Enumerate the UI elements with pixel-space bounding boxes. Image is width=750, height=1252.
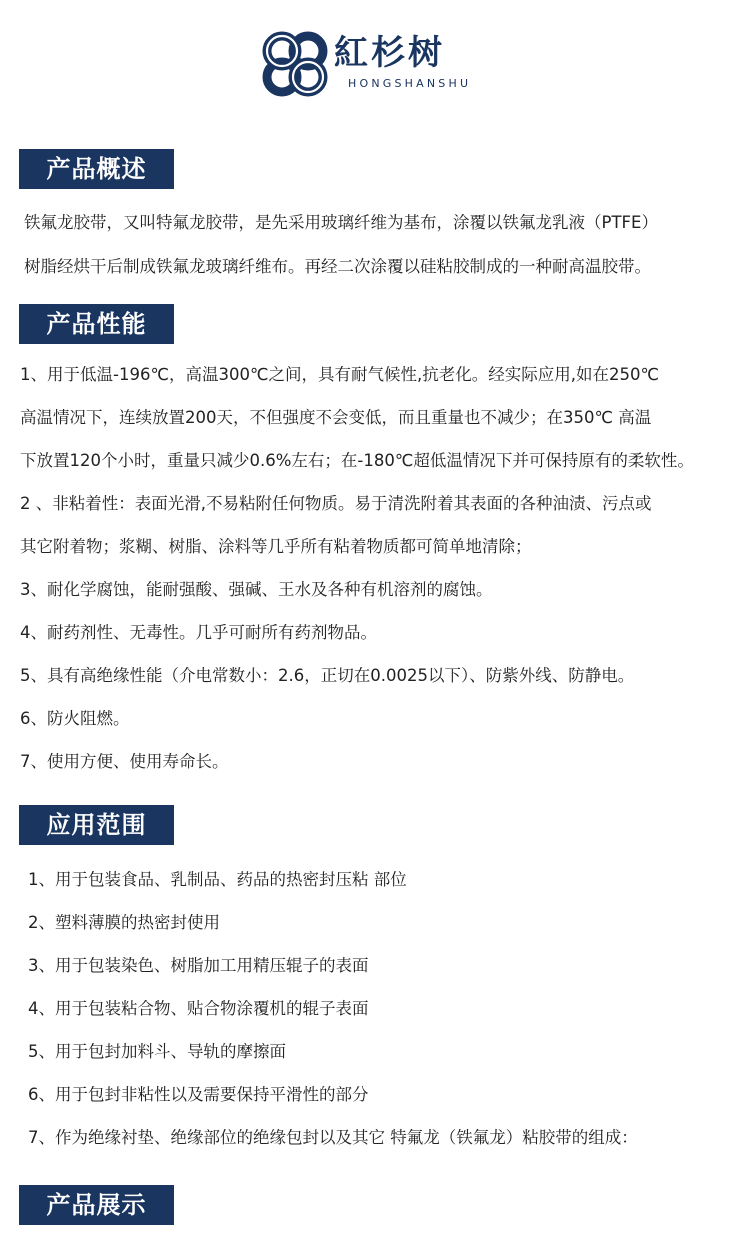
performance-line: 3、耐化学腐蚀，能耐强酸、强碱、王水及各种有机溶剂的腐蚀。: [20, 580, 493, 599]
performance-line: 5、具有高绝缘性能（介电常数小：2.6，正切在0.0025以下）、防紫外线、防静电。: [20, 666, 635, 685]
brand-name-cn: 紅杉树: [334, 33, 445, 73]
application-line: 7、作为绝缘衬垫、绝缘部位的绝缘包封以及其它 特氟龙（铁氟龙）粘胶带的组成：: [28, 1128, 638, 1147]
section-title-showcase: 产品展示: [19, 1185, 174, 1225]
section-title-applications: 应用范围: [19, 805, 174, 845]
performance-line: 4、耐药剂性、无毒性。几乎可耐所有药剂物品。: [20, 623, 377, 642]
application-line: 1、用于包装食品、乳制品、药品的热密封压粘 部位: [28, 870, 407, 889]
application-line: 4、用于包装粘合物、贴合物涂覆机的辊子表面: [28, 999, 369, 1018]
application-line: 2、塑料薄膜的热密封使用: [28, 913, 220, 932]
brand-header: [0, 0, 750, 120]
performance-line: 高温情况下，连续放置200天，不但强度不会变低，而且重量也不减少；在350℃ 高温: [20, 408, 652, 427]
section-title-performance: 产品性能: [19, 304, 174, 344]
application-line: 3、用于包装染色、树脂加工用精压辊子的表面: [28, 956, 369, 975]
overview-line: 树脂经烘干后制成铁氟龙玻璃纤维布。再经二次涂覆以硅粘胶制成的一种耐高温胶带。: [24, 257, 651, 276]
performance-line: 7、使用方便、使用寿命长。: [20, 752, 229, 771]
application-line: 6、用于包封非粘性以及需要保持平滑性的部分: [28, 1085, 369, 1104]
overview-line: 铁氟龙胶带，又叫特氟龙胶带，是先采用玻璃纤维为基布，涂覆以铁氟龙乳液（PTFE）: [24, 213, 658, 232]
performance-line: 1、用于低温-196℃，高温300℃之间，具有耐气候性,抗老化。经实际应用,如在250℃: [20, 365, 660, 384]
interlocking-circles-logo-icon: [258, 27, 332, 101]
application-line: 5、用于包封加料斗、导轨的摩擦面: [28, 1042, 286, 1061]
performance-line: 其它附着物；浆糊、树脂、涂料等几乎所有粘着物质都可简单地清除；: [20, 537, 532, 556]
section-title-overview: 产品概述: [19, 149, 174, 189]
performance-line: 2 、非粘着性：表面光滑,不易粘附任何物质。易于清洗附着其表面的各种油渍、污点或: [20, 494, 652, 513]
performance-line: 6、防火阻燃。: [20, 709, 130, 728]
brand-name-en: HONGSHANSHU: [348, 77, 472, 90]
performance-line: 下放置120个小时，重量只减少0.6%左右；在-180℃超低温情况下并可保持原有的柔软性。: [20, 451, 694, 470]
